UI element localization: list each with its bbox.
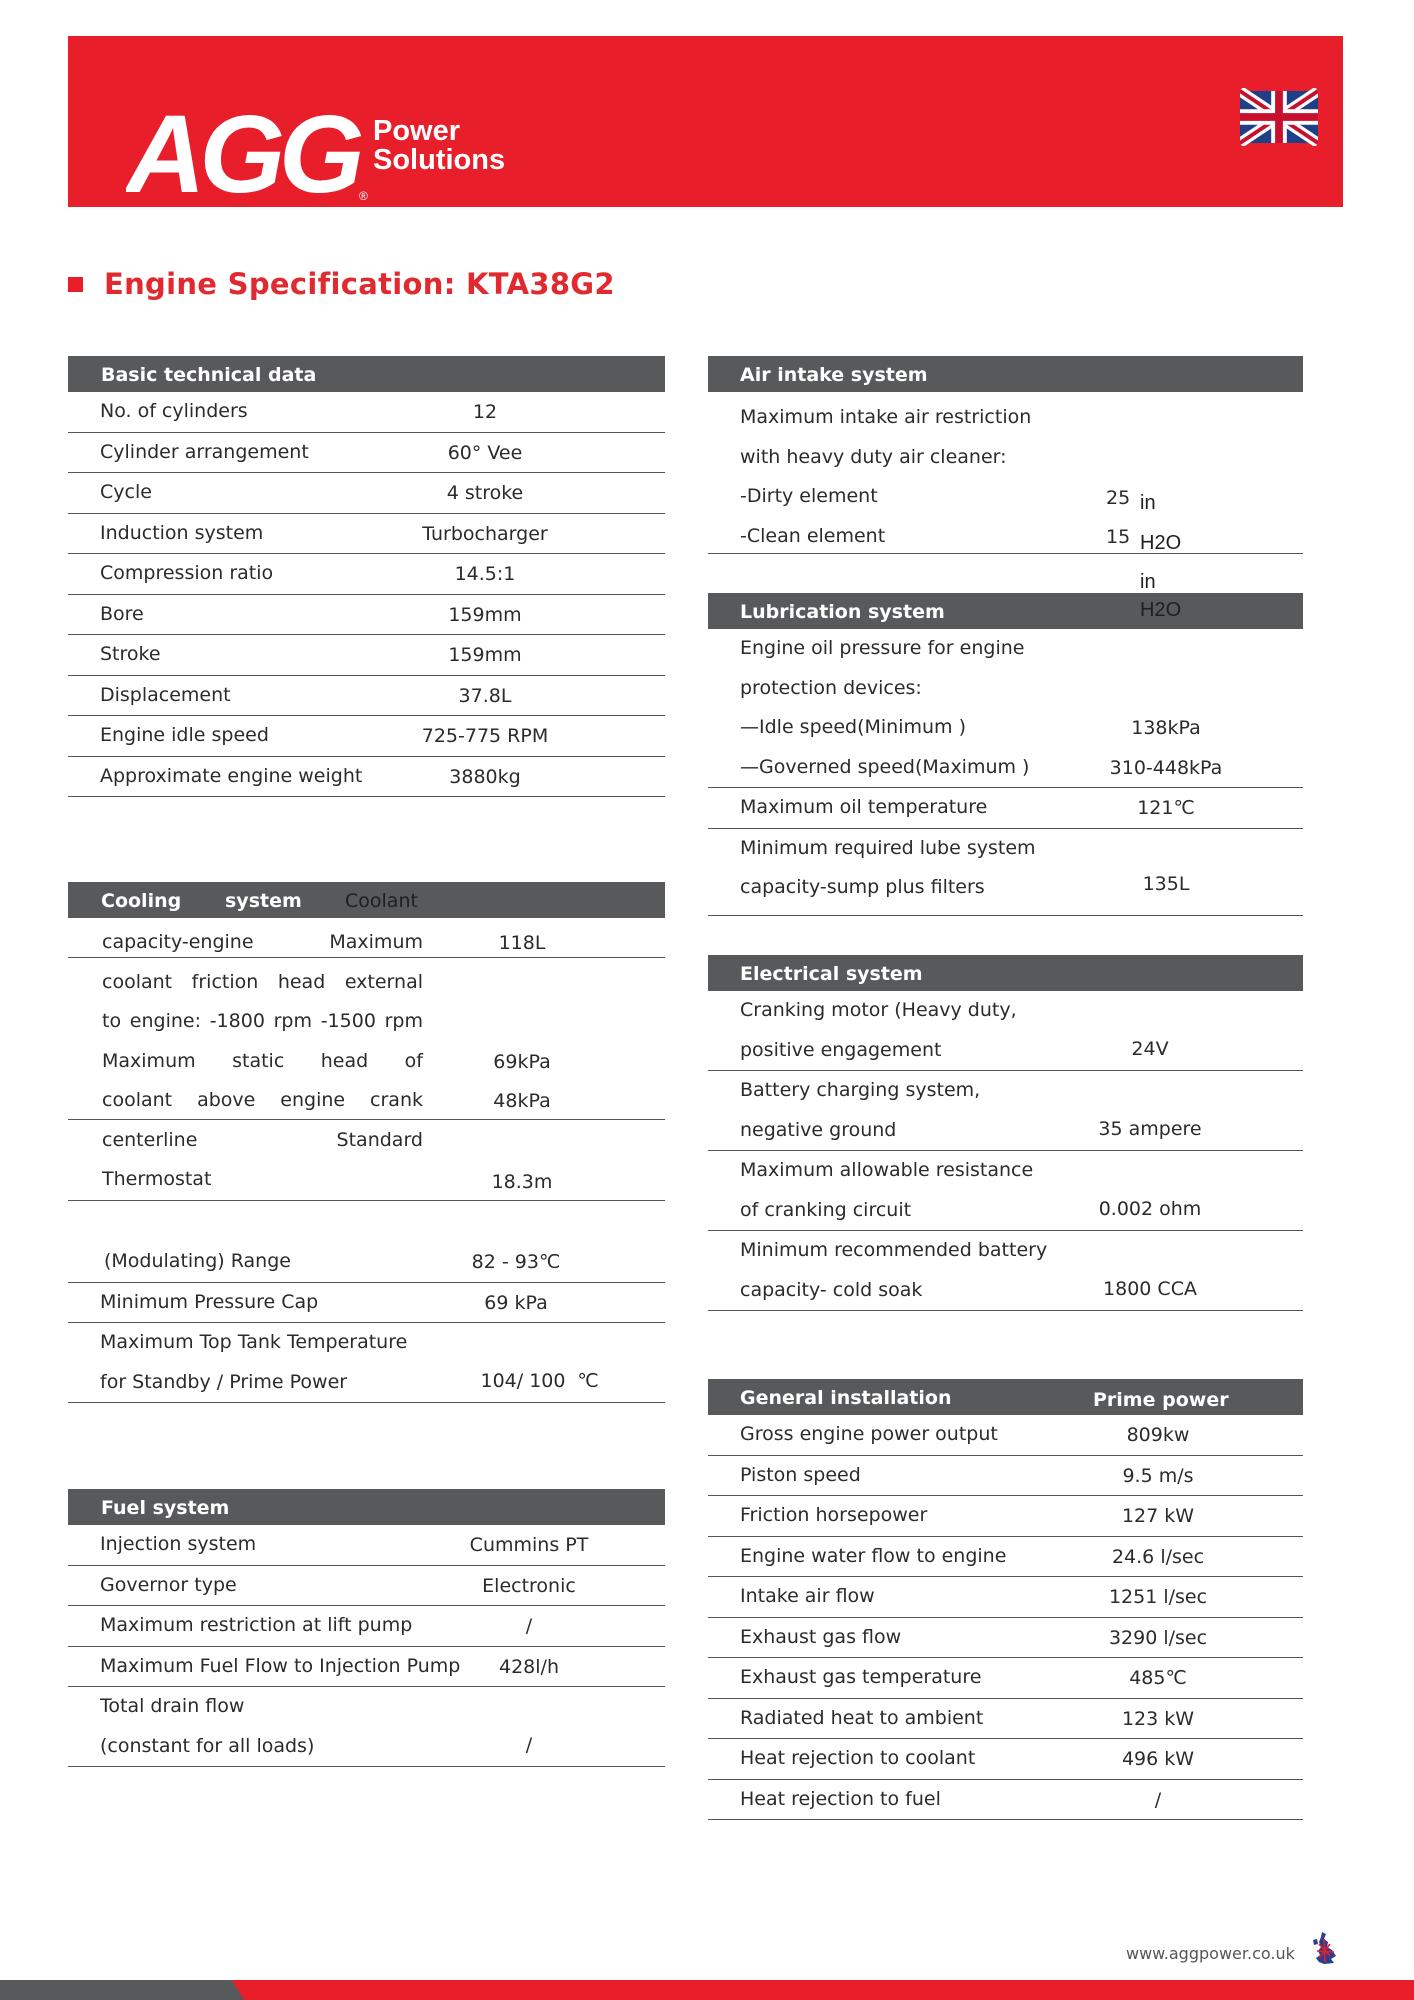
row-label: Injection system bbox=[100, 1533, 257, 1555]
row-label: No. of cylinders bbox=[100, 400, 248, 422]
row-label: Intake air flow bbox=[740, 1585, 875, 1607]
label-line: Battery charging system, bbox=[740, 1079, 981, 1101]
row-value: Electronic bbox=[482, 1574, 576, 1597]
table-row bbox=[68, 514, 665, 555]
table-row bbox=[68, 676, 665, 717]
table-row bbox=[708, 1456, 1303, 1497]
prime-power-heading: Prime power bbox=[1093, 1389, 1229, 1411]
cooling-line: Thermostat bbox=[102, 1168, 212, 1190]
label-line: Cranking motor (Heavy duty, bbox=[740, 999, 1017, 1021]
cooling-system-section bbox=[68, 882, 665, 918]
row-label: Heat rejection to fuel bbox=[740, 1787, 941, 1810]
table-row bbox=[708, 1577, 1303, 1618]
row-label: Engine oil pressure for engine bbox=[740, 637, 1025, 659]
basic-section-heading: Basic technical data bbox=[101, 364, 317, 386]
air-section-header bbox=[708, 356, 1303, 392]
row-label: Cycle bbox=[100, 481, 152, 503]
logo-power-text: Power bbox=[373, 115, 461, 147]
fuel-system-section bbox=[68, 1489, 665, 1767]
table-row bbox=[708, 1231, 1303, 1311]
row-label bbox=[740, 1151, 1033, 1230]
row-label: Maximum oil temperature bbox=[740, 796, 988, 818]
friction-head-1500-value: 48kPa bbox=[493, 1090, 551, 1112]
table-row bbox=[708, 1496, 1303, 1537]
row-label: Engine water flow to engine bbox=[740, 1544, 1007, 1567]
table-row bbox=[708, 1739, 1303, 1780]
row-value: 60° Vee bbox=[447, 441, 523, 464]
row-value: 127 kW bbox=[1121, 1505, 1195, 1527]
row-label bbox=[740, 991, 1017, 1070]
cooling-line: centerline Standard bbox=[102, 1128, 423, 1151]
lube-section-heading: Lubrication system bbox=[740, 601, 945, 623]
row-label: Bore bbox=[100, 602, 144, 625]
row-value: / bbox=[525, 1615, 533, 1637]
fuel-section-header bbox=[68, 1489, 665, 1525]
coolant-capacity-value: 118L bbox=[498, 932, 546, 954]
table-row bbox=[708, 669, 1303, 709]
row-label: (Modulating) Range bbox=[104, 1250, 291, 1272]
tank-temp-value: 104/ 100 bbox=[480, 1370, 566, 1392]
electrical-section-header bbox=[708, 955, 1303, 991]
drain-line-1: Total drain flow bbox=[100, 1695, 245, 1717]
row-label: Gross engine power output bbox=[740, 1423, 998, 1445]
table-row bbox=[68, 1525, 665, 1566]
dirty-element-label: -Dirty element bbox=[740, 485, 878, 507]
air-line-2: with heavy duty air cleaner: bbox=[740, 445, 1007, 468]
air-section-heading: Air intake system bbox=[740, 364, 928, 386]
row-value: 809kw bbox=[1126, 1424, 1190, 1446]
row-value: 12 bbox=[472, 401, 498, 423]
cooling-heading-word-3: Coolant bbox=[345, 890, 418, 912]
row-value: 135L bbox=[1142, 872, 1190, 895]
general-section-header bbox=[708, 1379, 1303, 1415]
lubrication-section bbox=[708, 593, 1303, 916]
row-value: 1251 l/sec bbox=[1108, 1586, 1208, 1608]
cooling-rows-block bbox=[68, 1242, 665, 1403]
row-value: 24.6 l/sec bbox=[1111, 1545, 1205, 1568]
row-value: 3880kg bbox=[449, 765, 521, 788]
air-intake-section bbox=[708, 356, 1303, 392]
air-unit-overlap: H2O bbox=[1140, 599, 1182, 621]
row-value: 4 stroke bbox=[446, 482, 524, 504]
row-label: Compression ratio bbox=[100, 562, 274, 584]
row-label: protection devices: bbox=[740, 676, 922, 699]
row-label bbox=[100, 1687, 314, 1766]
row-label: Approximate engine weight bbox=[100, 764, 363, 787]
table-row bbox=[708, 748, 1303, 789]
table-row bbox=[68, 433, 665, 474]
label-line: of cranking circuit bbox=[740, 1198, 912, 1221]
air-divider bbox=[708, 553, 1303, 554]
cooling-line: coolant friction head external bbox=[102, 970, 423, 993]
cooling-divider bbox=[68, 1200, 665, 1201]
dirty-element-value: 25 bbox=[1106, 487, 1131, 509]
clean-element-value: 15 bbox=[1106, 526, 1131, 548]
table-row bbox=[708, 629, 1303, 669]
row-value: 0.002 ohm bbox=[1098, 1198, 1202, 1220]
row-value: 3290 l/sec bbox=[1108, 1626, 1208, 1649]
basic-section-header bbox=[68, 356, 665, 392]
tank-line-1: Maximum Top Tank Temperature bbox=[100, 1331, 408, 1353]
table-row bbox=[68, 595, 665, 636]
row-value: 37.8L bbox=[458, 684, 512, 707]
table-row bbox=[68, 1606, 665, 1647]
row-value: 24V bbox=[1131, 1038, 1169, 1060]
general-section-heading: General installation bbox=[740, 1387, 952, 1409]
table-row bbox=[68, 1647, 665, 1688]
row-label: Induction system bbox=[100, 521, 264, 544]
footer-url[interactable]: www.aggpower.co.uk bbox=[1126, 1944, 1295, 1963]
row-label: Maximum restriction at lift pump bbox=[100, 1614, 413, 1636]
row-value: 725-775 RPM bbox=[421, 725, 549, 747]
row-label: Exhaust gas temperature bbox=[740, 1666, 982, 1688]
cooling-divider bbox=[68, 957, 665, 958]
label-line: negative ground bbox=[740, 1118, 897, 1141]
row-label bbox=[740, 1071, 980, 1150]
air-intake-text bbox=[740, 398, 1031, 556]
row-label: Displacement bbox=[100, 683, 231, 706]
row-label: Cylinder arrangement bbox=[100, 440, 309, 463]
general-installation-section bbox=[708, 1379, 1303, 1820]
row-value: 1800 CCA bbox=[1103, 1278, 1197, 1300]
cap-line-1: Minimum required lube system bbox=[740, 836, 1036, 859]
row-label: Friction horsepower bbox=[740, 1504, 928, 1526]
cooling-line: capacity-engine Maximum bbox=[102, 931, 423, 953]
table-row bbox=[68, 1323, 665, 1403]
electrical-section-heading: Electrical system bbox=[740, 963, 923, 985]
title-marker bbox=[68, 277, 83, 292]
clean-element-label: -Clean element bbox=[740, 524, 886, 547]
drain-value: / bbox=[525, 1734, 533, 1756]
table-row bbox=[708, 1151, 1303, 1231]
table-row bbox=[68, 1687, 665, 1767]
unit-text: in bbox=[1140, 492, 1156, 514]
row-label: —Idle speed(Minimum ) bbox=[740, 716, 966, 738]
fuel-section-heading: Fuel system bbox=[101, 1497, 230, 1519]
static-head-value: 18.3m bbox=[491, 1171, 553, 1193]
row-value: 9.5 m/s bbox=[1122, 1464, 1194, 1487]
row-value: Cummins PT bbox=[469, 1534, 589, 1556]
row-value: 82 - 93℃ bbox=[471, 1251, 561, 1273]
row-value: 14.5:1 bbox=[454, 563, 516, 585]
row-label: Governor type bbox=[100, 1573, 237, 1596]
row-label: Maximum Fuel Flow to Injection Pump bbox=[100, 1654, 461, 1677]
row-value: 428l/h bbox=[499, 1655, 559, 1678]
row-label bbox=[740, 829, 1036, 908]
unit-text: in bbox=[1140, 571, 1156, 593]
row-label: Piston speed bbox=[740, 1463, 861, 1486]
row-label: Minimum Pressure Cap bbox=[100, 1290, 319, 1313]
label-line: Minimum recommended battery bbox=[740, 1239, 1048, 1261]
basic-technical-data-section bbox=[68, 356, 665, 797]
footer-bar bbox=[0, 1980, 1414, 2000]
row-value: / bbox=[1154, 1788, 1162, 1811]
lube-section-header bbox=[708, 593, 1303, 629]
row-value: 485℃ bbox=[1129, 1667, 1187, 1689]
row-label bbox=[740, 1231, 1047, 1310]
table-row bbox=[68, 1283, 665, 1324]
row-value: 138kPa bbox=[1131, 717, 1201, 739]
table-row bbox=[68, 554, 665, 595]
table-row bbox=[708, 788, 1303, 829]
cooling-line: coolant above engine crank bbox=[102, 1089, 423, 1111]
cooling-line: Maximum static head of bbox=[102, 1049, 423, 1072]
table-row bbox=[708, 1658, 1303, 1699]
row-value: 35 ampere bbox=[1098, 1118, 1202, 1140]
row-value: 310-448kPa bbox=[1109, 756, 1223, 779]
unit-text: H2O bbox=[1140, 531, 1182, 554]
logo-main-text: AGG bbox=[126, 93, 359, 200]
table-row bbox=[708, 1699, 1303, 1740]
header-banner bbox=[68, 36, 1343, 207]
table-row bbox=[708, 1780, 1303, 1821]
row-value: 123 kW bbox=[1121, 1707, 1195, 1730]
table-row bbox=[708, 1071, 1303, 1151]
table-row bbox=[68, 392, 665, 433]
cooling-heading-word-2: system bbox=[225, 890, 302, 912]
label-line: positive engagement bbox=[740, 1038, 942, 1061]
table-row bbox=[68, 635, 665, 676]
row-value: 159mm bbox=[448, 644, 522, 666]
cooling-line: to engine: -1800 rpm -1500 rpm bbox=[102, 1010, 423, 1032]
table-row bbox=[708, 829, 1303, 916]
label-line: Maximum allowable resistance bbox=[740, 1159, 1034, 1181]
table-row bbox=[708, 708, 1303, 748]
table-row bbox=[68, 1566, 665, 1607]
row-label: Exhaust gas flow bbox=[740, 1625, 902, 1648]
electrical-section bbox=[708, 955, 1303, 1311]
row-label: —Governed speed(Maximum ) bbox=[740, 755, 1030, 778]
row-label: Stroke bbox=[100, 643, 161, 665]
tank-line-2: for Standby / Prime Power bbox=[100, 1370, 348, 1393]
table-row bbox=[68, 716, 665, 757]
table-row bbox=[68, 1242, 665, 1283]
table-row bbox=[708, 1618, 1303, 1659]
cooling-section-header bbox=[68, 882, 665, 918]
tank-temp-unit: ℃ bbox=[577, 1370, 599, 1392]
row-value: 496 kW bbox=[1121, 1748, 1195, 1770]
row-label: Radiated heat to ambient bbox=[740, 1706, 984, 1729]
page-title: Engine Specification: KTA38G2 bbox=[104, 267, 615, 301]
row-label: Heat rejection to coolant bbox=[740, 1747, 976, 1769]
row-value: 69 kPa bbox=[484, 1291, 548, 1314]
cooling-heading-word-1: Cooling bbox=[101, 890, 182, 912]
row-value: 121℃ bbox=[1137, 797, 1195, 819]
air-units bbox=[1140, 484, 1181, 603]
cap-line-2: capacity-sump plus filters bbox=[740, 876, 985, 898]
table-row bbox=[68, 757, 665, 798]
table-row bbox=[68, 473, 665, 514]
row-value: Turbocharger bbox=[422, 522, 548, 545]
logo-solutions-text: Solutions bbox=[373, 144, 506, 176]
agg-logo bbox=[126, 80, 526, 200]
table-row bbox=[708, 991, 1303, 1071]
label-line: capacity- cold soak bbox=[740, 1278, 923, 1301]
table-row bbox=[708, 1415, 1303, 1456]
uk-map-icon bbox=[1310, 1930, 1338, 1966]
row-value: 159mm bbox=[448, 603, 522, 626]
uk-flag-icon bbox=[1240, 88, 1318, 146]
table-row bbox=[708, 1537, 1303, 1578]
air-line-1: Maximum intake air restriction bbox=[740, 406, 1032, 428]
cooling-text-block bbox=[102, 923, 423, 1200]
logo-registered-mark: ® bbox=[359, 189, 368, 200]
cooling-divider bbox=[68, 1119, 665, 1120]
row-label bbox=[100, 1323, 407, 1402]
row-label: Engine idle speed bbox=[100, 724, 269, 746]
drain-line-2: (constant for all loads) bbox=[100, 1734, 315, 1757]
friction-head-1800-value: 69kPa bbox=[493, 1051, 551, 1073]
